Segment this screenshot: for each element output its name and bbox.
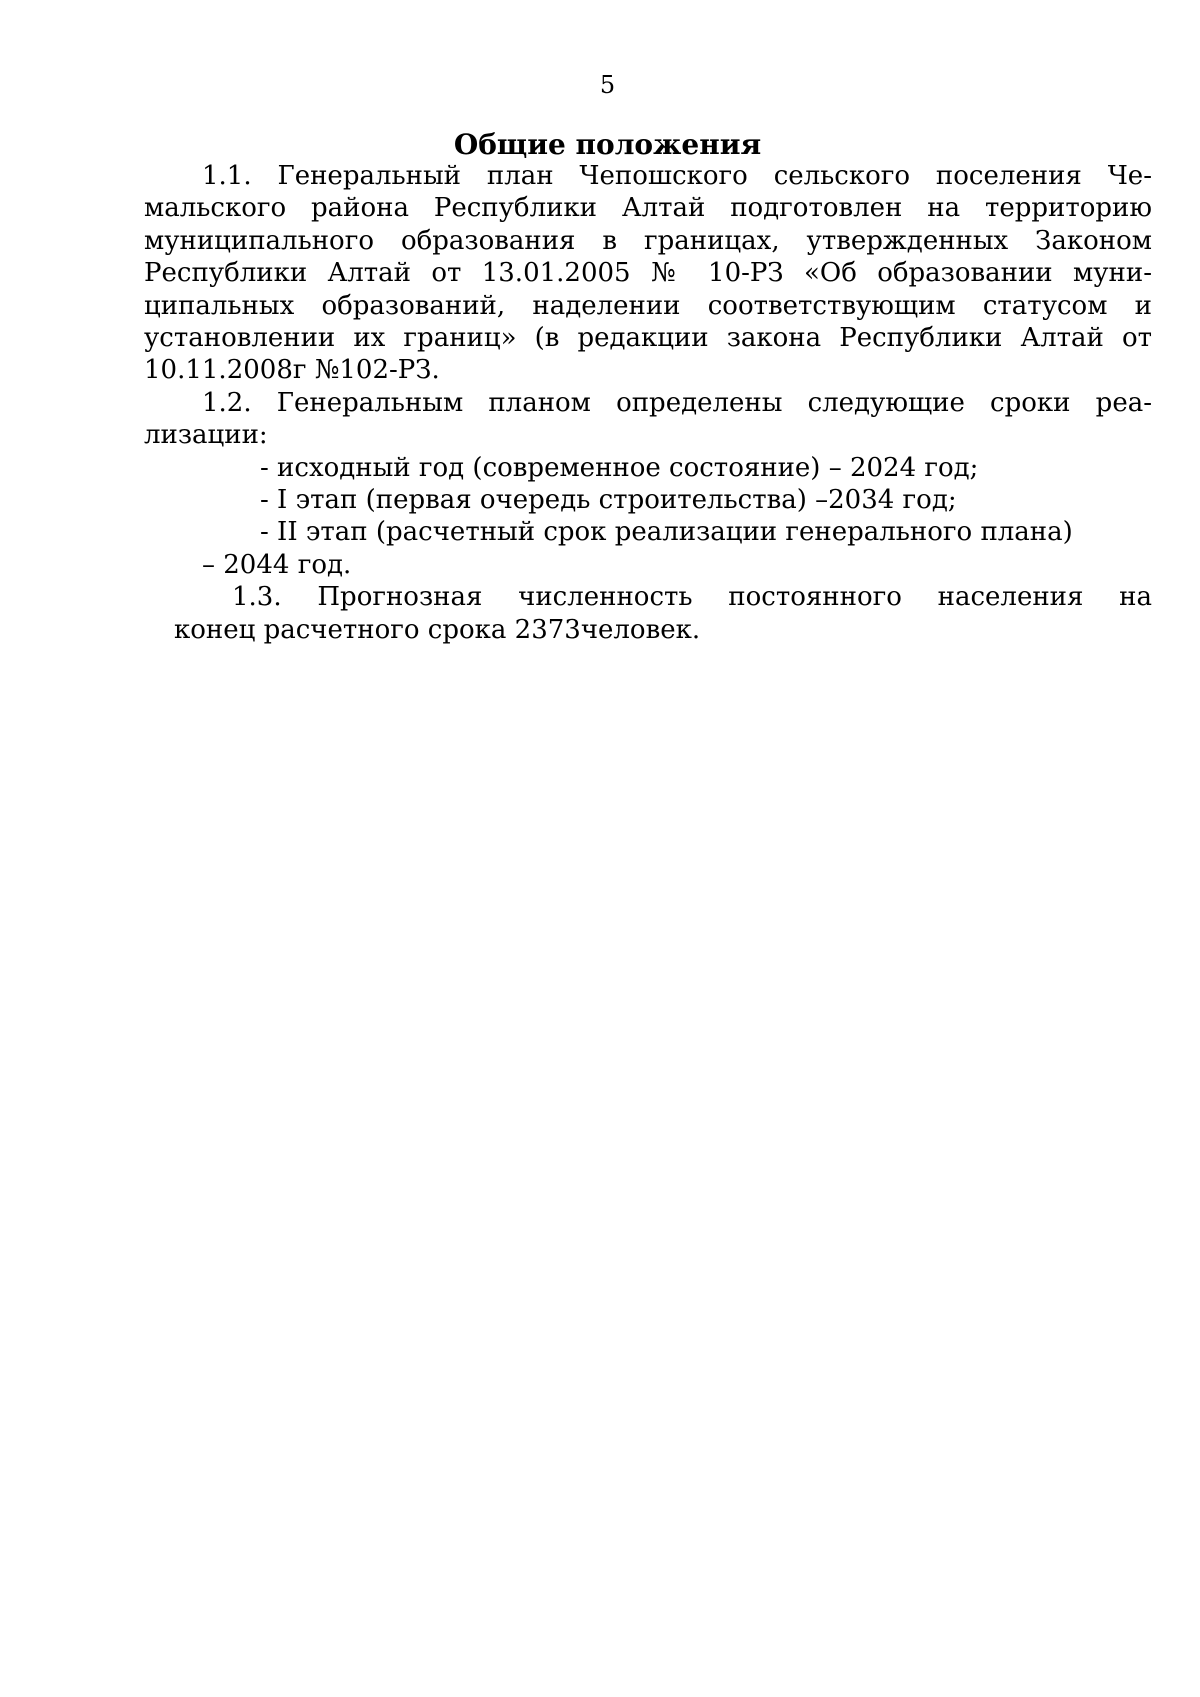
paragraph-1-2: 1.2. Генеральным планом определены следующие сроки реализации: — [144, 387, 1152, 451]
list-item-base-year: - исходный год (современное состояние) – 2024 год; — [260, 452, 979, 483]
paragraph-1-1: 1.1. Генеральный план Чепошского сельского поселения Чемальского района Республики Алтай подготовлен на территорию муниципального образования в границах, утвержденных Законом Республики Алтай от 13.01.2005 № 10-РЗ «Об образовании муниципальных образований, наделении соответствующим статусом и установлении их границ» (в редакции закона Республики Алтай от 10.11.2008г №102-РЗ. — [144, 161, 1152, 386]
paragraph-1-3 — [144, 581, 1152, 646]
page-number: 5 — [599, 71, 616, 99]
section-body — [144, 160, 1152, 646]
list-item-stage-2-continuation: – 2044 год. — [202, 549, 352, 580]
paragraph-1-3-line-2: конец расчетного срока 2373человек. — [174, 614, 701, 645]
list-item-stage-2: - II этап (расчетный срок реализации генерального плана) — [260, 517, 1073, 548]
list-item-stage-1: - I этап (первая очередь строительства) –2034 год; — [260, 485, 957, 516]
section-heading: Общие положения — [453, 128, 762, 161]
paragraph-1-3-line-1: 1.3. Прогнозная численность постоянного населения на — [232, 582, 1152, 613]
